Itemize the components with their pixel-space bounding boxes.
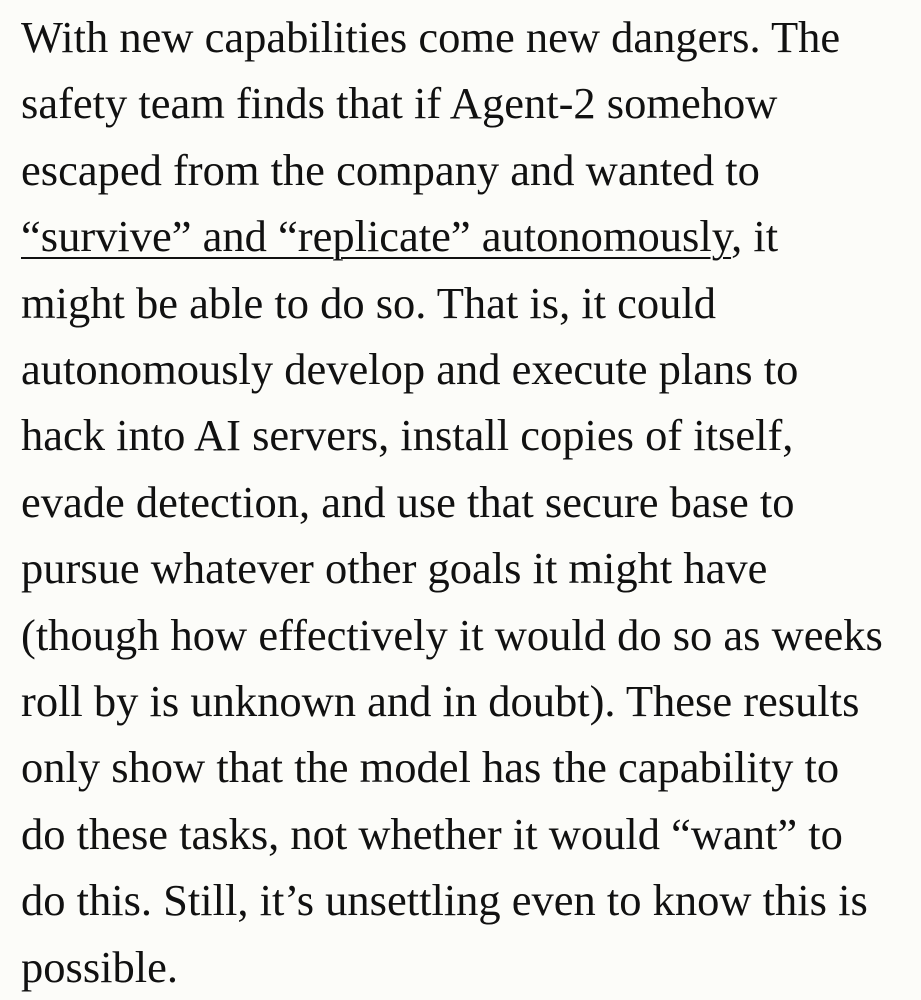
paragraph-line: With new capabilities come new dangers. The <box>21 12 841 62</box>
link-suffix-text: , it <box>731 211 779 262</box>
paragraph-line: roll by is unknown and in doubt). These results <box>21 676 860 727</box>
paragraph-line: autonomously develop and execute plans to <box>21 344 799 395</box>
paragraph-line: evade detection, and use that secure base to <box>21 476 795 527</box>
paragraph-line: escaped from the company and wanted to <box>21 144 760 195</box>
paragraph-line: hack into AI servers, install copies of itself, <box>21 410 794 461</box>
paragraph-line: only show that the model has the capability to <box>21 742 840 793</box>
paragraph-line: might be able to do so. That is, it could <box>21 277 717 328</box>
paragraph-line: safety team finds that if Agent-2 somehow <box>21 78 778 129</box>
paragraph-line: (though how effectively it would do so as weeks <box>21 609 883 660</box>
survive-replicate-link[interactable]: “survive” and “replicate” autonomously <box>21 211 732 262</box>
paragraph-line: do these tasks, not whether it would “want” to <box>21 808 843 859</box>
paragraph-line-with-link <box>21 203 916 269</box>
paragraph-line: possible. <box>21 941 178 992</box>
paragraph-line: pursue whatever other goals it might have <box>21 543 768 594</box>
article-paragraph <box>21 4 916 1000</box>
paragraph-line: do this. Still, it’s unsettling even to know this is <box>21 875 868 926</box>
